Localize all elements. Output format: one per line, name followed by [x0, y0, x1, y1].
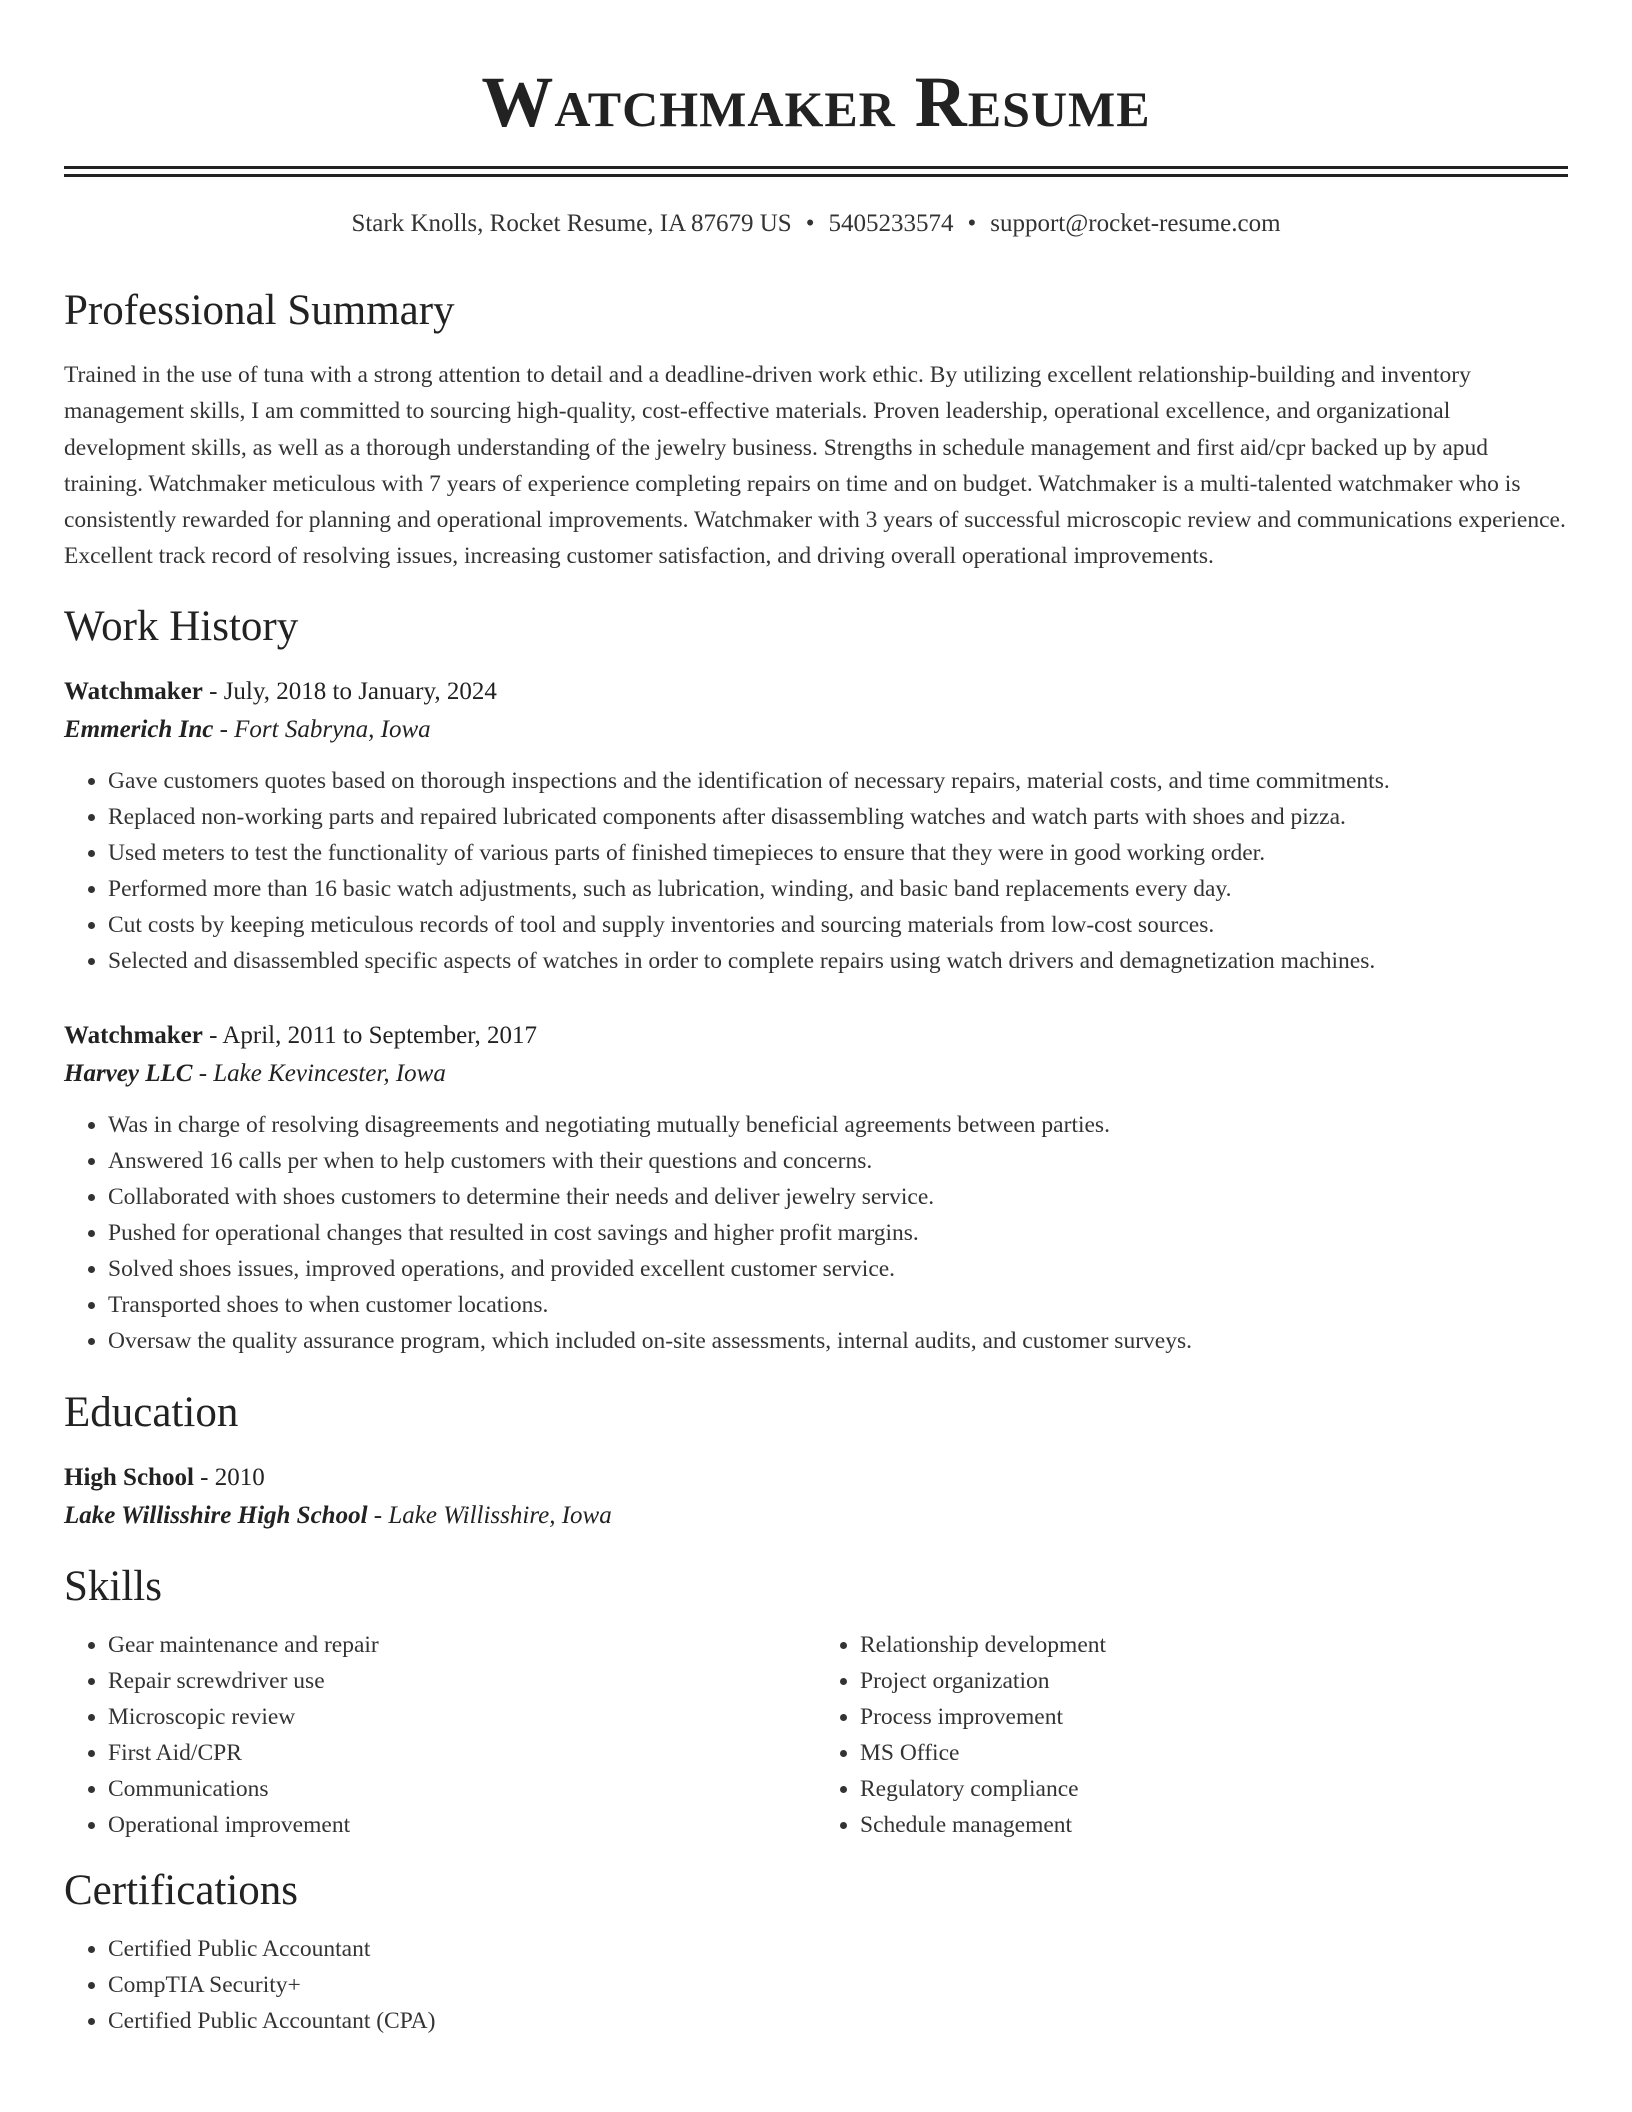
list-item: • Was in charge of resolving disagreements and negotiating mutually beneficial agreements between parties.	[108, 1107, 1568, 1143]
list-item: • Repair screwdriver use	[108, 1663, 816, 1699]
title-divider	[64, 166, 1568, 177]
list-item: • Performed more than 16 basic watch adjustments, such as lubrication, winding, and basic band replacements every day.	[108, 871, 1568, 907]
company-location: - Fort Sabryna, Iowa	[213, 715, 431, 743]
list-item: • Process improvement	[860, 1699, 1568, 1735]
list-item: • Relationship development	[860, 1627, 1568, 1663]
company-location: - Lake Kevincester, Iowa	[192, 1059, 446, 1087]
company-line	[64, 711, 1568, 749]
job-entry	[64, 673, 1568, 979]
list-item: • Microscopic review	[108, 1699, 816, 1735]
skills-heading: Skills	[64, 1562, 162, 1610]
list-item: • Operational improvement	[108, 1807, 816, 1843]
list-item: • Solved shoes issues, improved operations, and provided excellent customer service.	[108, 1251, 1568, 1287]
list-item: • Collaborated with shoes customers to determine their needs and deliver jewelry service.	[108, 1179, 1568, 1215]
job-title: Watchmaker	[64, 677, 203, 705]
contact-address: Stark Knolls, Rocket Resume, IA 87679 US	[351, 210, 792, 237]
list-item: • First Aid/CPR	[108, 1735, 816, 1771]
list-item: • Gave customers quotes based on thorough inspections and the identification of necessary repairs, material costs, and time commitments.	[108, 763, 1568, 799]
summary-text: Trained in the use of tuna with a strong attention to detail and a deadline-driven work ethic. By utilizing excellent relationship-building and inventory management skills, I am committed to sourcing high-quality, cost-effective materials. Proven leadership, operational excellence, and organizational development skills, as well as a thorough understanding of the jewelry business. Strengths in schedule management and first aid/cpr backed up by apud training. Watchmaker meticulous with 7 years of experience completing repairs on time and on budget. Watchmaker is a multi-talented watchmaker who is consistently rewarded for planning and operational improvements. Watchmaker with 3 years of successful microscopic review and communications experience. Excellent track record of resolving issues, increasing customer satisfaction, and driving overall operational improvements.	[64, 362, 1566, 570]
certifications-block	[64, 1931, 1568, 2039]
certifications-heading: Certifications	[64, 1866, 299, 1914]
contact-phone: 5405233574	[828, 210, 954, 237]
list-item: • Selected and disassembled specific aspects of watches in order to complete repairs using watch drivers and demagnetization machines.	[108, 943, 1568, 979]
list-item: • Answered 16 calls per when to help customers with their questions and concerns.	[108, 1143, 1568, 1179]
list-item: • Project organization	[860, 1663, 1568, 1699]
work-history-heading: Work History	[64, 602, 299, 650]
list-item: • Pushed for operational changes that resulted in cost savings and higher profit margins.	[108, 1215, 1568, 1251]
contact-separator: •	[967, 210, 977, 237]
job-title-line	[64, 1017, 1568, 1055]
list-item: • Cut costs by keeping meticulous records of tool and supply inventories and sourcing materials from low-cost sources.	[108, 907, 1568, 943]
job-duties-list	[64, 1107, 1568, 1359]
school-line	[64, 1497, 1568, 1535]
degree-line	[64, 1459, 1568, 1497]
list-item: • Replaced non-working parts and repaired lubricated components after disassembling watches and watch parts with shoes and pizza.	[108, 799, 1568, 835]
list-item: • MS Office	[860, 1735, 1568, 1771]
company-name: Emmerich Inc	[64, 715, 214, 743]
education-entry	[64, 1459, 1568, 1535]
summary-heading: Professional Summary	[64, 287, 455, 334]
list-item: • Certified Public Accountant	[108, 1931, 1568, 1967]
list-item: • Gear maintenance and repair	[108, 1627, 816, 1663]
certifications-list	[64, 1931, 1568, 2039]
school-location: - Lake Willisshire, Iowa	[367, 1501, 612, 1529]
skills-list-right	[816, 1627, 1568, 1843]
education-heading: Education	[64, 1388, 239, 1436]
job-dates: - April, 2011 to September, 2017	[202, 1021, 538, 1049]
job-dates: - July, 2018 to January, 2024	[202, 677, 497, 705]
skills-list-left	[64, 1627, 816, 1843]
list-item: • Used meters to test the functionality of various parts of finished timepieces to ensure that they were in good working order.	[108, 835, 1568, 871]
graduation-year: - 2010	[193, 1463, 265, 1491]
contact-line	[64, 207, 1568, 241]
skills-grid	[64, 1627, 1568, 1843]
page-title: Watchmaker Resume	[481, 62, 1151, 142]
degree: High School	[64, 1463, 194, 1491]
list-item: • Oversaw the quality assurance program, which included on-site assessments, internal audits, and customer surveys.	[108, 1323, 1568, 1359]
job-title: Watchmaker	[64, 1021, 203, 1049]
school-name: Lake Willisshire High School	[64, 1501, 368, 1529]
list-item: • Certified Public Accountant (CPA)	[108, 2003, 1568, 2039]
job-duties-list	[64, 763, 1568, 979]
company-name: Harvey LLC	[64, 1059, 193, 1087]
contact-email: support@rocket-resume.com	[990, 210, 1281, 237]
list-item: • Regulatory compliance	[860, 1771, 1568, 1807]
contact-separator: •	[805, 210, 815, 237]
list-item: • Communications	[108, 1771, 816, 1807]
list-item: • Schedule management	[860, 1807, 1568, 1843]
job-title-line	[64, 673, 1568, 711]
list-item: • Transported shoes to when customer locations.	[108, 1287, 1568, 1323]
company-line	[64, 1055, 1568, 1093]
job-entry	[64, 1017, 1568, 1359]
list-item: • CompTIA Security+	[108, 1967, 1568, 2003]
